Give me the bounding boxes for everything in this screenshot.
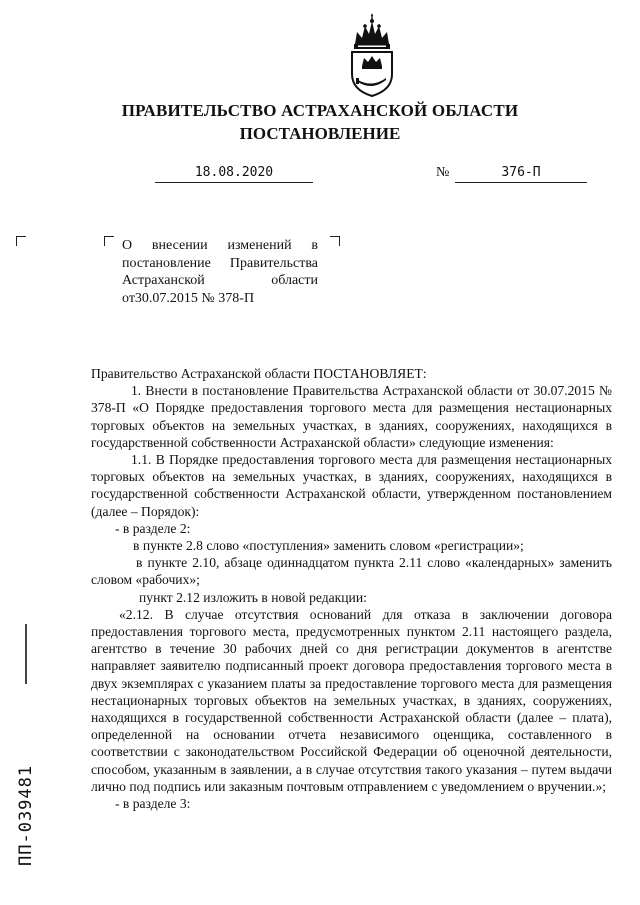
item-2-12-text: «2.12. В случае отсутствия оснований для отказа в заключении договора предоставления торгового места, предусмотренных пунктом 2.11 настоящего раздела, агентство в течение 30 рабочих дней со дня регистрации документов в агентстве направляет заявителю подписанный проект договора предоставления торгового места в двух экземплярах с указанием платы за предоставление торгового места для размещения нестационарных торговых объектов на земельных участках, в зданиях, сооружениях, находящихся в государственной собственности Астраханской области (далее – плата), определенной на основании отчета независимого оценщика, составленного в соответствии с законодательством Российской Федерации об оценочной деятельности, способом, указанным в заявлении, а в случае отсутствия такого указания – путем выдачи лично под подпись или заказным почтовым отправлением с уведомлением о вручении.»; bbox=[91, 606, 612, 794]
item-2-10: в пункте 2.10, абзаце одиннадцатом пункта 2.11 слово «календарных» заменить словом «рабочих»; bbox=[91, 555, 612, 588]
item-2-12-intro: пункт 2.12 изложить в новой редакции: bbox=[139, 589, 367, 605]
organization-title: ПРАВИТЕЛЬСТВО АСТРАХАНСКОЙ ОБЛАСТИ bbox=[121, 101, 519, 120]
section-2-heading: - в разделе 2: bbox=[115, 520, 191, 536]
document-number: 376-П bbox=[455, 163, 587, 183]
item-2-8: в пункте 2.8 слово «поступления» заменить словом «регистрации»; bbox=[133, 538, 524, 554]
margin-mark bbox=[25, 624, 27, 684]
preamble: Правительство Астраханской области ПОСТАНОВЛЯЕТ: bbox=[91, 366, 427, 381]
field-corner-mark-left bbox=[16, 236, 26, 246]
subject-corner-mark-left bbox=[104, 236, 114, 246]
section-3-heading: - в разделе 3: bbox=[115, 796, 191, 812]
side-serial-stamp: ПП-039481 bbox=[16, 764, 36, 866]
document-date: 18.08.2020 bbox=[155, 163, 313, 183]
document-type-title: ПОСТАНОВЛЕНИЕ bbox=[239, 124, 401, 143]
number-sign: № bbox=[436, 165, 450, 180]
paragraph-1: 1. Внести в постановление Правительства Астраханской области от 30.07.2015 № 378-П «О Порядке предоставления торгового места для размещения нестационарных торговых объектов на земельных участках, в зданиях, сооружениях, находящихся в государственной собственности Астраханской области» следующие изменения: bbox=[91, 383, 612, 450]
subject-corner-mark-right bbox=[330, 236, 340, 246]
coat-of-arms-emblem bbox=[348, 12, 396, 98]
document-subject: О внесении изменений в постановление Правительства Астраханской области от30.07.2015 № 378-П bbox=[122, 238, 318, 306]
paragraph-1-1: 1.1. В Порядке предоставления торгового места для размещения нестационарных торговых объектов на земельных участках, в зданиях, сооружениях, находящихся в государственной собственности Астраханской области, утвержденном постановлением (далее – Порядок): bbox=[91, 452, 612, 519]
document-body bbox=[91, 365, 612, 812]
